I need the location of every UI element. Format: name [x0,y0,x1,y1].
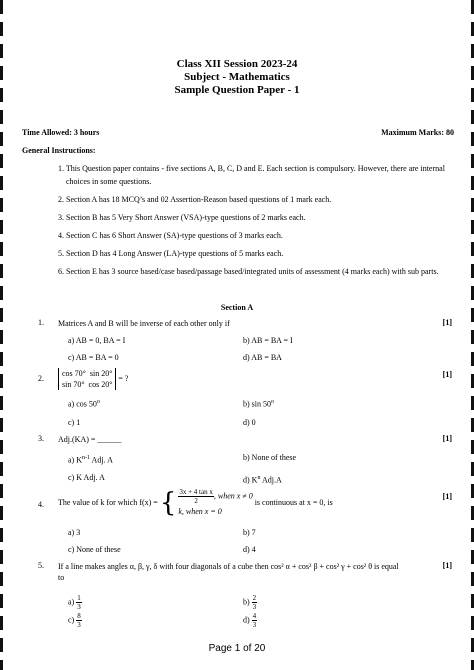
fraction: $\frac{1}{3}$ [77,594,81,611]
instruction-item: 1. This Question paper contains - five sections A, B, C, D and E. Each section is compulsory. However, there are internal choices in some questions. [58,164,445,186]
piecewise-brace: { [159,488,177,518]
q2-option-c[interactable]: c) 1 [68,418,81,427]
fraction: $\frac{\text{3x + 4 tan x}}{2}$ [179,488,213,505]
question-text: The value of k for which f(x) = { $\frac{\text{3x + 4 tan x}}{2}$ , when x ≠ 0 k, when x = 0 is continuous at x = 0, is [58,488,333,518]
instruction-item: 3. Section B has 5 Very Short Answer (VSA)-type questions of 2 marks each. [58,213,306,222]
q4-option-d[interactable]: d) 4 [243,545,256,554]
question-marks: [1] [442,434,452,443]
q3-option-b[interactable]: b) None of these [243,453,297,462]
title-paper: Sample Question Paper - 1 [174,84,300,96]
question-5 [38,561,454,587]
fraction: $\frac{4}{3}$ [252,612,257,629]
q1-option-a[interactable]: a) AB = 0, BA = I [68,336,126,345]
q1-option-d[interactable]: d) AB = BA [243,353,282,362]
question-number: 5. [38,561,44,570]
meta-row [22,128,454,137]
piecewise-cases: $\frac{\text{3x + 4 tan x}}{2}$ , when x ≠ 0 k, when x = 0 [178,488,253,516]
instruction-item: 4. Section C has 6 Short Answer (SA)-type questions of 3 marks each. [58,231,283,240]
question-2 [38,368,454,392]
page-number-footer: Page 1 of 20 [208,643,266,654]
question-text: cos 70° sin 20° sin 70° cos 20° = ? [58,368,418,390]
q1-option-b[interactable]: b) AB = BA = I [243,336,293,345]
left-dashed-border [0,0,3,670]
q2-option-b[interactable]: b) sin 50$^o$ [243,399,275,409]
question-marks: [1] [442,492,452,501]
question-number: 1. [38,318,44,327]
q5-option-d[interactable]: d) $\frac{4}{3}$ [243,612,257,629]
q2-option-a[interactable]: a) cos 50$^o$ [68,399,100,409]
question-text: Matrices A and B will be inverse of each other only if [58,319,230,328]
section-a-heading: Section A [220,303,254,312]
question-marks: [1] [442,318,452,327]
question-text: Adj.(KA) = ______ [58,435,122,444]
question-marks: [1] [442,561,452,570]
paper-title [0,58,474,97]
maximum-marks: Maximum Marks: 80 [381,128,454,137]
time-allowed: Time Allowed: 3 hours [22,128,100,137]
q1-option-c[interactable]: c) AB = BA = 0 [68,353,119,362]
q4-option-b[interactable]: b) 7 [243,528,256,537]
question-number: 3. [38,434,44,443]
q4-option-c[interactable]: c) None of these [68,545,121,554]
q5-option-b[interactable]: b) $\frac{2}{3}$ [243,594,257,611]
general-instructions-heading: General Instructions: [22,146,96,155]
q3-option-d[interactable]: d) $K^n$ Adj.A [243,475,282,485]
q5-option-a[interactable]: a) $\frac{1}{3}$ [68,594,81,611]
q3-option-c[interactable]: c) K Adj. A [68,473,105,482]
question-number: 4. [38,500,44,509]
determinant: cos 70° sin 20° sin 70° cos 20° [58,368,116,390]
fraction: $\frac{2}{3}$ [252,594,257,611]
title-subject: Subject - Mathematics [184,71,290,83]
question-marks: [1] [442,370,452,379]
question-number: 2. [38,374,44,383]
question-text: If a line makes angles α, β, γ, δ with four diagonals of a cube then cos² α + cos² β + cos² γ + cos² θ is equal to [58,562,399,582]
q5-option-c[interactable]: c) $\frac{8}{3}$ [68,612,81,629]
q3-option-a[interactable]: a) $K^{n-1}$ Adj. A [68,455,113,465]
q2-option-d[interactable]: d) 0 [243,418,256,427]
instruction-item: 6. Section E has 3 source based/case based/passage based/integrated units of assessment (4 marks each) with sub parts. [58,267,439,276]
instruction-item: 2. Section A has 18 MCQ’s and 02 Assertion-Reason based questions of 1 mark each. [58,195,332,204]
q4-option-a[interactable]: a) 3 [68,528,81,537]
title-class: Class XII Session 2023-24 [176,58,298,70]
instructions-list [58,162,450,283]
instruction-item: 5. Section D has 4 Long Answer (LA)-type questions of 5 marks each. [58,249,284,258]
fraction: $\frac{8}{3}$ [77,612,81,629]
question-4 [38,488,454,520]
